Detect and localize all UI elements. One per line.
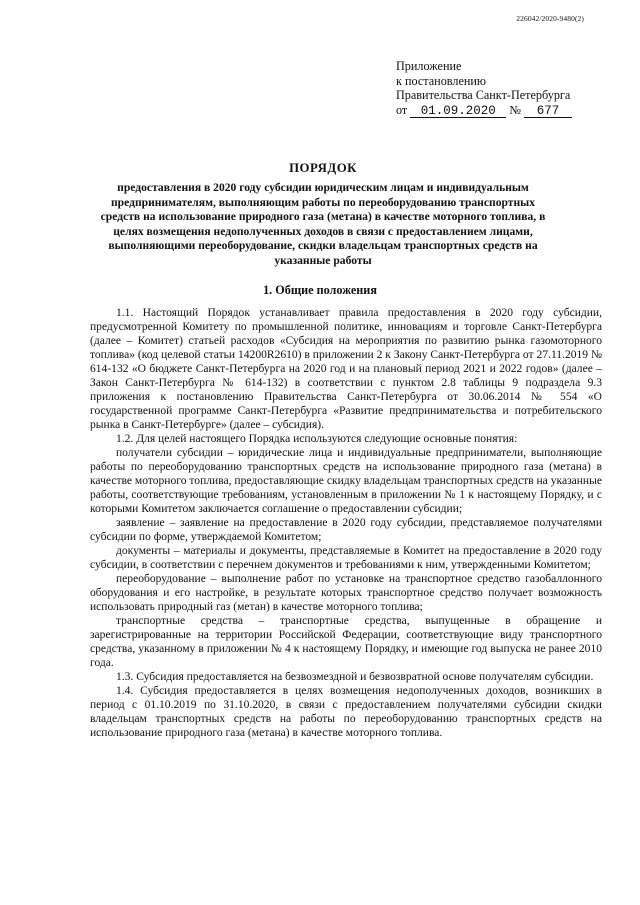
paragraph: 1.2. Для целей настоящего Порядка используются следующие основные понятия:: [116, 433, 518, 445]
document-subtitle: предоставления в 2020 году субсидии юридическим лицам и индивидуальным предпринимателям, выполняющим работы по переоборудованию транспортных средств на использование природного газа (метана) в качестве моторного топлива, в целях возмещения недополученных доходов в связи с предоставлением лицами, выполняющими переоборудование, скидки владельцам транспортных средств на указанные работы: [100, 181, 546, 267]
paragraph: транспортные средства – транспортные средства, выпущенные в обращение и зарегистрированные на территории Российской Федерации, соответствующие виду транспортного средства, указанному в приложении № 4 к настоящему Порядку, и имеющие год выпуска не ранее 2010 года.: [90, 615, 602, 669]
resolution-number: 677: [524, 105, 572, 118]
document-id: 226042/2020-9480(2): [516, 14, 584, 23]
resolution-date: 01.09.2020: [410, 105, 506, 118]
title-block: [100, 160, 546, 268]
document-body: [90, 306, 602, 740]
paragraph: заявление – заявление на предоставление в 2020 году субсидии, представляемое получателями субсидии по форме, утверждаемой Комитетом;: [90, 517, 602, 543]
paragraph: переоборудование – выполнение работ по установке на транспортное средство газобаллонного оборудования и его настройке, в результате которых транспортное средство получает возможность использовать природный газ (метан) в качестве моторного топлива;: [90, 573, 602, 613]
number-sign: №: [509, 102, 521, 117]
paragraph: получатели субсидии – юридические лица и индивидуальные предприниматели, выполняющие работы по переоборудованию транспортных средств на использование природного газа (метана) в качестве моторного топлива, предоставляющие скидку владельцам транспортных средств на указанные работы, соответствующие требованиям, установленным в приложении № 1 к настоящему Порядку, и с которыми Комитетом заключается соглашение о предоставлении субсидии;: [90, 447, 602, 515]
appendix-line-1: Приложение: [396, 59, 462, 73]
appendix-line-3: Правительства Санкт-Петербурга: [396, 88, 571, 102]
document-title: ПОРЯДОК: [289, 161, 357, 175]
paragraph: 1.4. Субсидия предоставляется в целях возмещения недополученных доходов, возникших в период с 01.10.2019 по 31.10.2020, в связи с предоставлением получателями субсидии скидки владельцам транспортных средств на работы по переоборудованию транспортных средств на использование природного газа (метана) в качестве моторного топлива.: [90, 685, 602, 739]
paragraph: документы – материалы и документы, представляемые в Комитет на предоставление в 2020 году субсидии, в соответствии с перечнем документов и требованиями к ним, утвержденными Комитетом;: [90, 545, 602, 571]
appendix-block: [396, 59, 572, 118]
appendix-date-line: [396, 103, 572, 118]
section-title: 1. Общие положения: [263, 283, 377, 297]
appendix-line-2: к постановлению: [396, 73, 487, 88]
paragraph: 1.1. Настоящий Порядок устанавливает правила предоставления в 2020 году субсидии, предусмотренной Комитету по промышленной политике, инновациям и торговле Санкт-Петербурга (далее – Комитет) статьей расходов «Субсидия на мероприятия по развитию рынка газомоторного топлива» (код целевой статьи 14200R2610) в приложении 2 к Закону Санкт-Петербурга от 27.11.2019 № 614-132 «О бюджете Санкт-Петербурга на 2020 год и на плановый период 2021 и 2022 годов» (далее – Закон Санкт-Петербурга № 614-132) в соответствии с пунктом 2.8 таблицы 9 подраздела 9.3 приложения к постановлению Правительства Санкт-Петербурга от 30.06.2014 № 554 «О государственной программе Санкт-Петербурга «Развитие предпринимательства и потребительского рынка в Санкт-Петербурге» (далее – субсидия).: [90, 307, 602, 431]
paragraph: 1.3. Субсидия предоставляется на безвозмездной и безвозвратной основе получателям субсидии.: [116, 671, 594, 683]
date-prefix: от: [396, 102, 408, 117]
